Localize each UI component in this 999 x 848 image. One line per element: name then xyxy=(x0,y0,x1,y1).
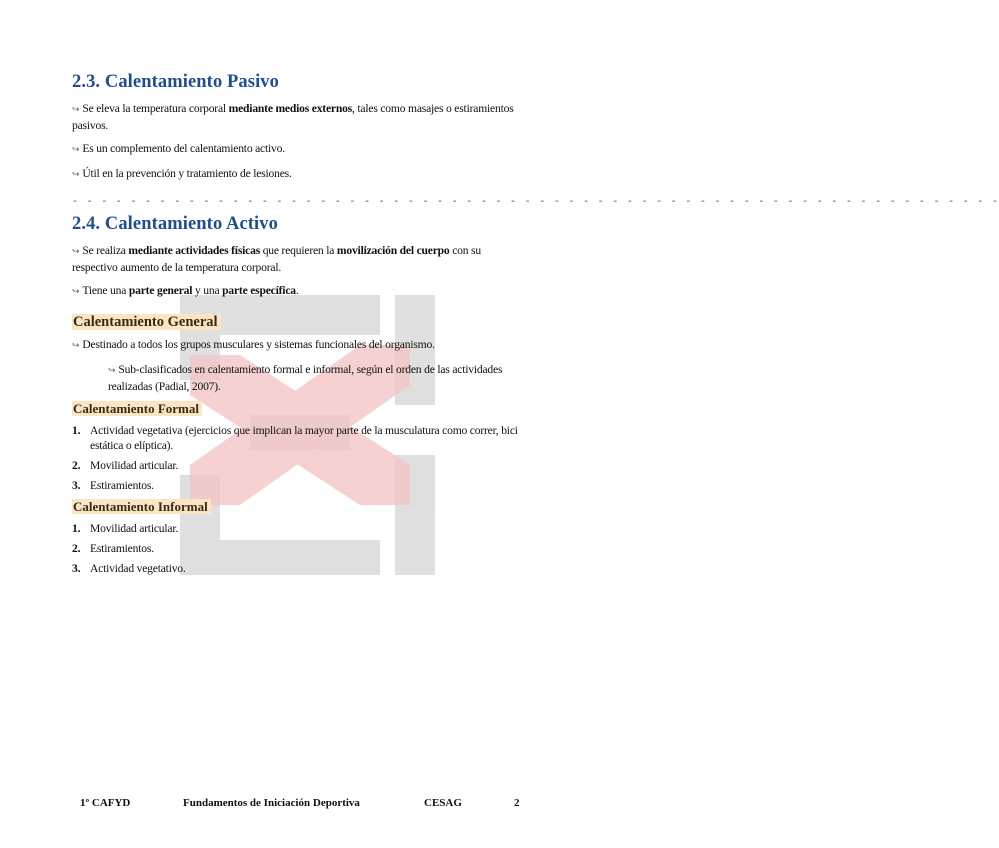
item-bold-text: mediante actividades físicas xyxy=(128,244,261,257)
list-item xyxy=(72,337,524,354)
item-number: 3. xyxy=(72,479,81,492)
item-text: Sub-clasificados en calentamiento formal e informal, según el orden de las actividades realizadas (Padial, 2007). xyxy=(108,363,503,393)
item-number: 1. xyxy=(72,522,81,535)
footer-course: 1º CAFYD xyxy=(80,797,131,809)
item-text: y una xyxy=(192,284,223,297)
formal-steps-list xyxy=(72,423,524,493)
footer-page-number: 2 xyxy=(514,797,520,809)
numbered-item xyxy=(72,458,524,473)
item-bold-text: parte general xyxy=(128,284,193,297)
item-text: , tales como masajes o estiramientos pasivos. xyxy=(72,102,514,132)
informal-steps-list xyxy=(72,521,524,576)
item-bold-text: parte específica xyxy=(222,284,296,297)
footer-institution: CESAG xyxy=(424,797,462,809)
item-number: 2. xyxy=(72,542,81,555)
item-bold-text: mediante medios externos xyxy=(228,102,352,115)
subsection-title-calentamiento-formal xyxy=(72,401,524,417)
item-text: Útil en la prevención y tratamiento de lesiones. xyxy=(82,167,292,180)
item-text: . xyxy=(295,284,299,297)
item-text: Estiramientos. xyxy=(90,542,154,555)
item-text: Destinado a todos los grupos musculares y sistemas funcionales del organismo. xyxy=(82,338,435,351)
numbered-item xyxy=(72,478,524,493)
numbered-item xyxy=(72,423,524,453)
item-text: Actividad vegetativa (ejercicios que implican la mayor parte de la musculatura como correr, bici estática o elíptica). xyxy=(90,424,518,452)
list-subitem xyxy=(108,362,524,394)
arrow-bullet-icon: ↪ xyxy=(72,247,80,257)
list-item xyxy=(72,141,524,158)
arrow-bullet-icon: ↪ xyxy=(72,105,80,115)
item-text: Estiramientos. xyxy=(90,479,154,492)
arrow-bullet-icon: ↪ xyxy=(72,145,80,155)
page-content xyxy=(72,72,999,581)
section-title-calentamiento-activo: 2.4. Calentamiento Activo xyxy=(72,214,278,234)
item-number: 2. xyxy=(72,459,81,472)
highlighted-title: Calentamiento Informal xyxy=(72,499,211,514)
arrow-bullet-icon: ↪ xyxy=(72,287,80,297)
item-text: con su respectivo aumento de la temperatura corporal. xyxy=(72,244,481,274)
arrow-bullet-icon: ↪ xyxy=(108,366,116,376)
highlighted-title: Calentamiento General xyxy=(72,314,221,330)
section-title-calentamiento-pasivo: 2.3. Calentamiento Pasivo xyxy=(72,72,280,92)
item-text: Movilidad articular. xyxy=(90,522,179,535)
numbered-item xyxy=(72,541,524,556)
footer-subject: Fundamentos de Iniciación Deportiva xyxy=(183,797,360,809)
item-bold-text: movilización del cuerpo xyxy=(336,244,450,257)
item-text: Movilidad articular. xyxy=(90,459,179,472)
arrow-bullet-icon: ↪ xyxy=(72,170,80,180)
list-item xyxy=(72,283,524,300)
section-divider: - - - - - - - - - - - - - - - - - - - - - - - - - - - - - - - - - - - - - - - - - - - - - - - - - - - - - - - - - - - - - - - - xyxy=(72,197,999,208)
list-item xyxy=(72,166,524,183)
numbered-item xyxy=(72,521,524,536)
list-item xyxy=(72,101,524,133)
subsection-title-calentamiento-informal xyxy=(72,499,524,515)
item-text: Se eleva la temperatura corporal xyxy=(82,102,229,115)
item-text: que requieren la xyxy=(260,244,337,257)
item-text: Se realiza xyxy=(82,244,129,257)
item-number: 1. xyxy=(72,424,81,437)
numbered-item xyxy=(72,561,524,576)
item-number: 3. xyxy=(72,562,81,575)
highlighted-title: Calentamiento Formal xyxy=(72,401,202,416)
item-text: Es un complemento del calentamiento activo. xyxy=(82,142,285,155)
arrow-bullet-icon: ↪ xyxy=(72,341,80,351)
item-text: Actividad vegetativo. xyxy=(90,562,186,575)
item-text: Tiene una xyxy=(82,284,129,297)
list-item xyxy=(72,243,524,275)
subsection-title-calentamiento-general xyxy=(72,314,524,331)
